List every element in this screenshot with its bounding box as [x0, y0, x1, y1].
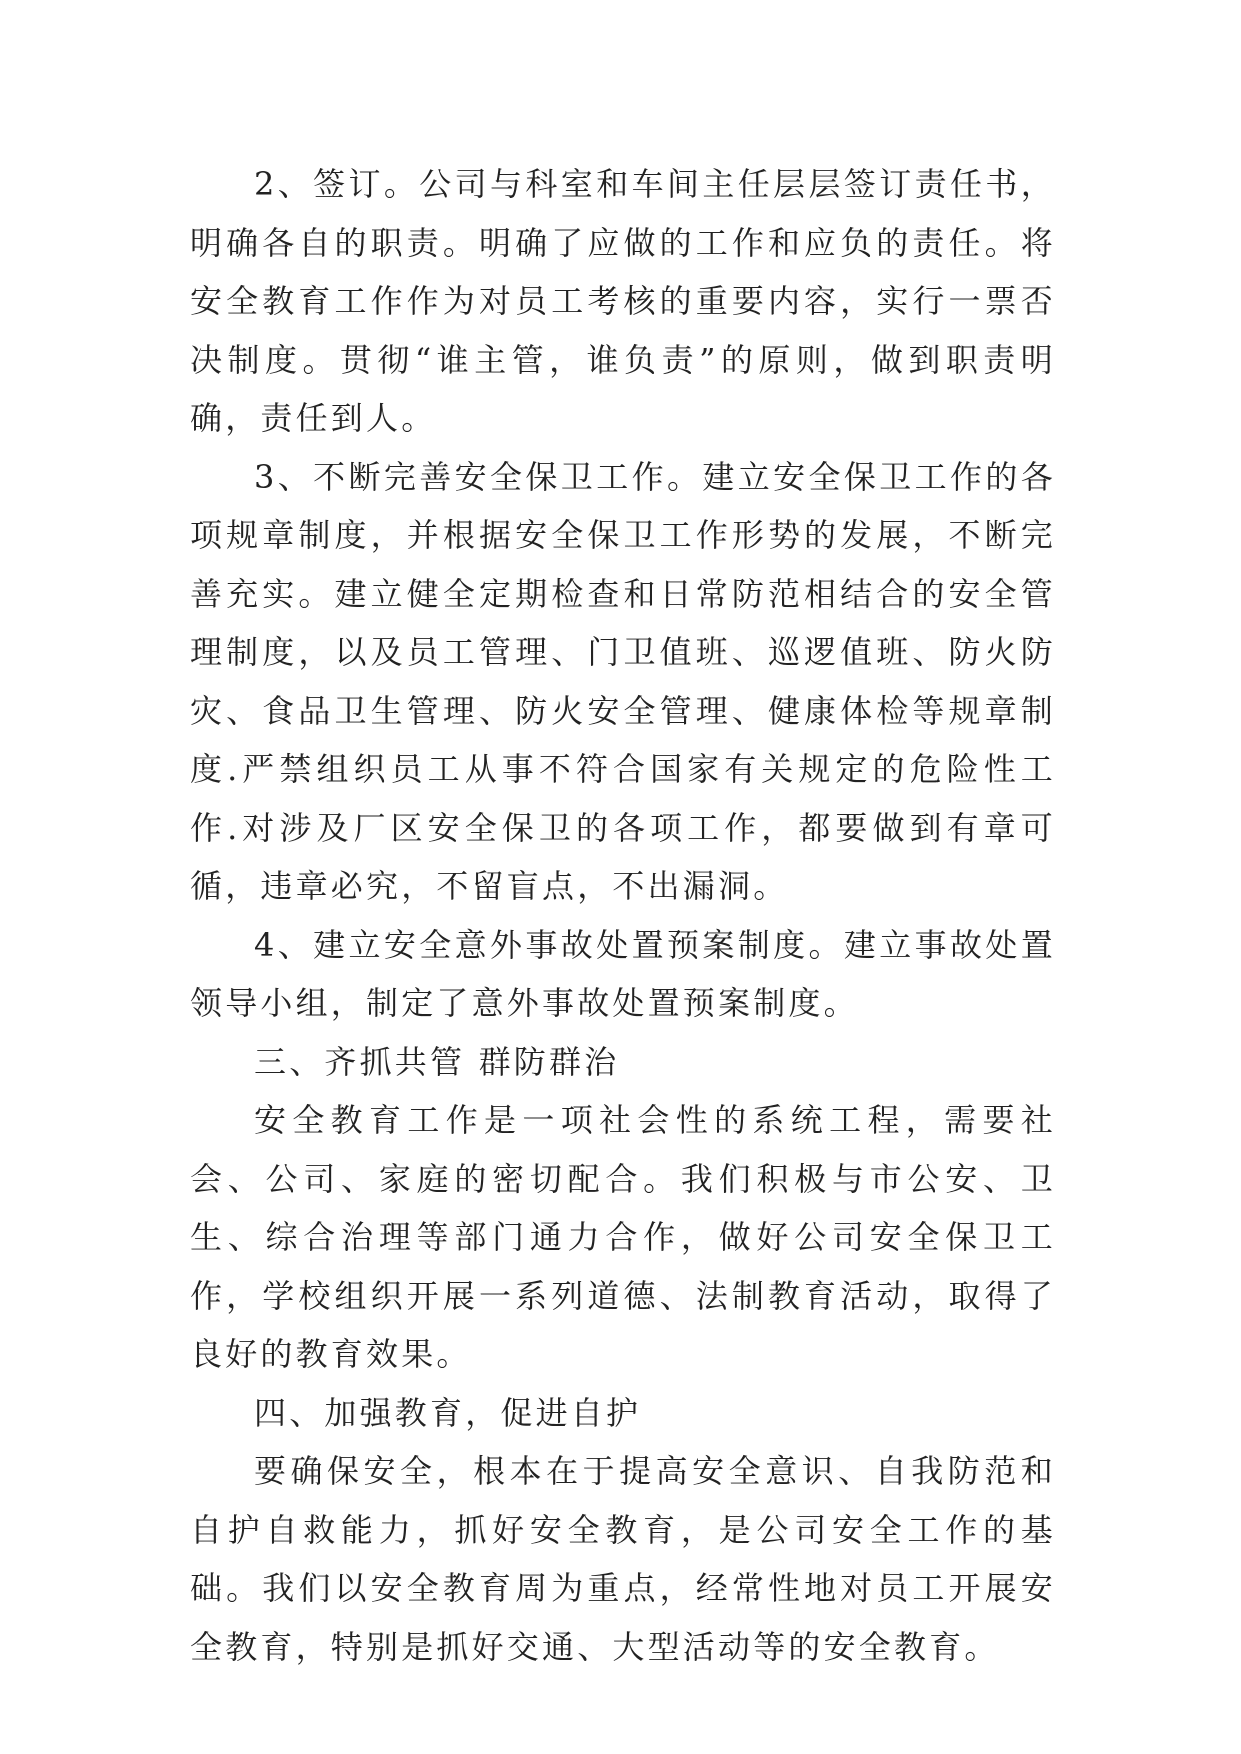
paragraph-accident-plan: 4、建立安全意外事故处置预案制度。建立事故处置领导小组，制定了意外事故处置预案制度。: [190, 925, 1056, 1022]
paragraph-signing: 2、签订。公司与科室和车间主任层层签订责任书，明确各自的职责。明确了应做的工作和应负的责任。将安全教育工作作为对员工考核的重要内容，实行一票否决制度。贯彻“谁主管，谁负责”的原则，做到职责明确，责任到人。: [190, 165, 1056, 437]
paragraph-security-improvement: 3、不断完善安全保卫工作。建立安全保卫工作的各项规章制度，并根据安全保卫工作形势的发展，不断完善充实。建立健全定期检查和日常防范相结合的安全管理制度，以及员工管理、门卫值班、巡逻值班、防火防灾、食品卫生管理、防火安全管理、健康体检等规章制度.严禁组织员工从事不符合国家有关规定的危险性工作.对涉及厂区安全保卫的各项工作，都要做到有章可循，违章必究，不留盲点，不出漏洞。: [190, 457, 1056, 905]
section-heading-education: 四、加强教育，促进自护: [254, 1393, 642, 1432]
paragraph-safety-education: 要确保安全，根本在于提高安全意识、自我防范和自护自救能力，抓好安全教育，是公司安全工作的基础。我们以安全教育周为重点，经常性地对员工开展安全教育，特别是抓好交通、大型活动等的安全教育。: [190, 1452, 1056, 1666]
document-body: [190, 155, 1056, 1676]
section-heading-joint-management: 三、齐抓共管 群防群治: [254, 1042, 620, 1081]
paragraph-social-cooperation: 安全教育工作是一项社会性的系统工程，需要社会、公司、家庭的密切配合。我们积极与市公安、卫生、综合治理等部门通力合作，做好公司安全保卫工作，学校组织开展一系列道德、法制教育活动，取得了良好的教育效果。: [190, 1101, 1056, 1373]
